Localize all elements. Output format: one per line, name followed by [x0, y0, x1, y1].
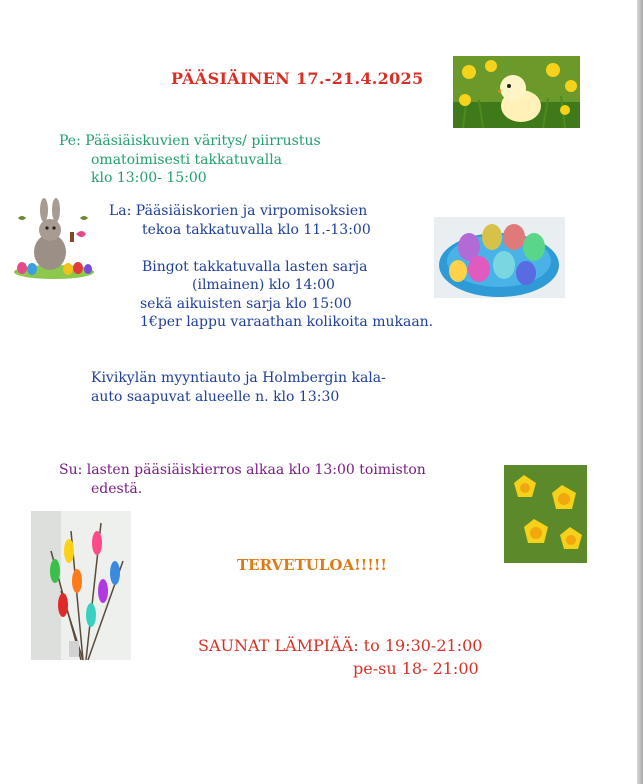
- eggs-image: [434, 217, 565, 298]
- chick-image: [453, 56, 580, 128]
- sauna-line-1: SAUNAT LÄMPIÄÄ: to 19:30-21:00: [198, 636, 483, 655]
- saturday-line-2: tekoa takkatuvalla klo 11.-13:00: [142, 222, 371, 238]
- vans-line-2: auto saapuvat alueelle n. klo 13:30: [91, 389, 340, 405]
- sauna-line-2: pe-su 18- 21:00: [353, 659, 479, 678]
- page-title: PÄÄSIÄINEN 17.-21.4.2025: [171, 69, 424, 88]
- bingo-line-4: 1€per lappu varaathan kolikoita mukaan.: [140, 314, 434, 330]
- page-edge: [637, 0, 643, 784]
- sunday-line-1: Su: lasten pääsiäiskierros alkaa klo 13:00 toimiston: [59, 462, 426, 478]
- bingo-line-1: Bingot takkatuvalla lasten sarja: [142, 259, 368, 275]
- sunday-line-2: edestä.: [91, 481, 143, 497]
- daffodils-image: [504, 465, 587, 563]
- feather-branches-image: [31, 511, 131, 660]
- friday-line-3: klo 13:00- 15:00: [91, 170, 207, 186]
- friday-line-2: omatoimisesti takkatuvalla: [91, 152, 283, 168]
- friday-line-1: Pe: Pääsiäiskuvien väritys/ piirrustus: [59, 133, 321, 149]
- bingo-line-2: (ilmainen) klo 14:00: [192, 277, 335, 293]
- bunny-clipart: [10, 196, 98, 280]
- vans-line-1: Kivikylän myyntiauto ja Holmbergin kala-: [91, 370, 386, 386]
- bingo-line-3: sekä aikuisten sarja klo 15:00: [140, 296, 352, 312]
- welcome-text: TERVETULOA!!!!!: [237, 556, 388, 574]
- saturday-line-1: La: Pääsiäiskorien ja virpomisoksien: [109, 203, 368, 219]
